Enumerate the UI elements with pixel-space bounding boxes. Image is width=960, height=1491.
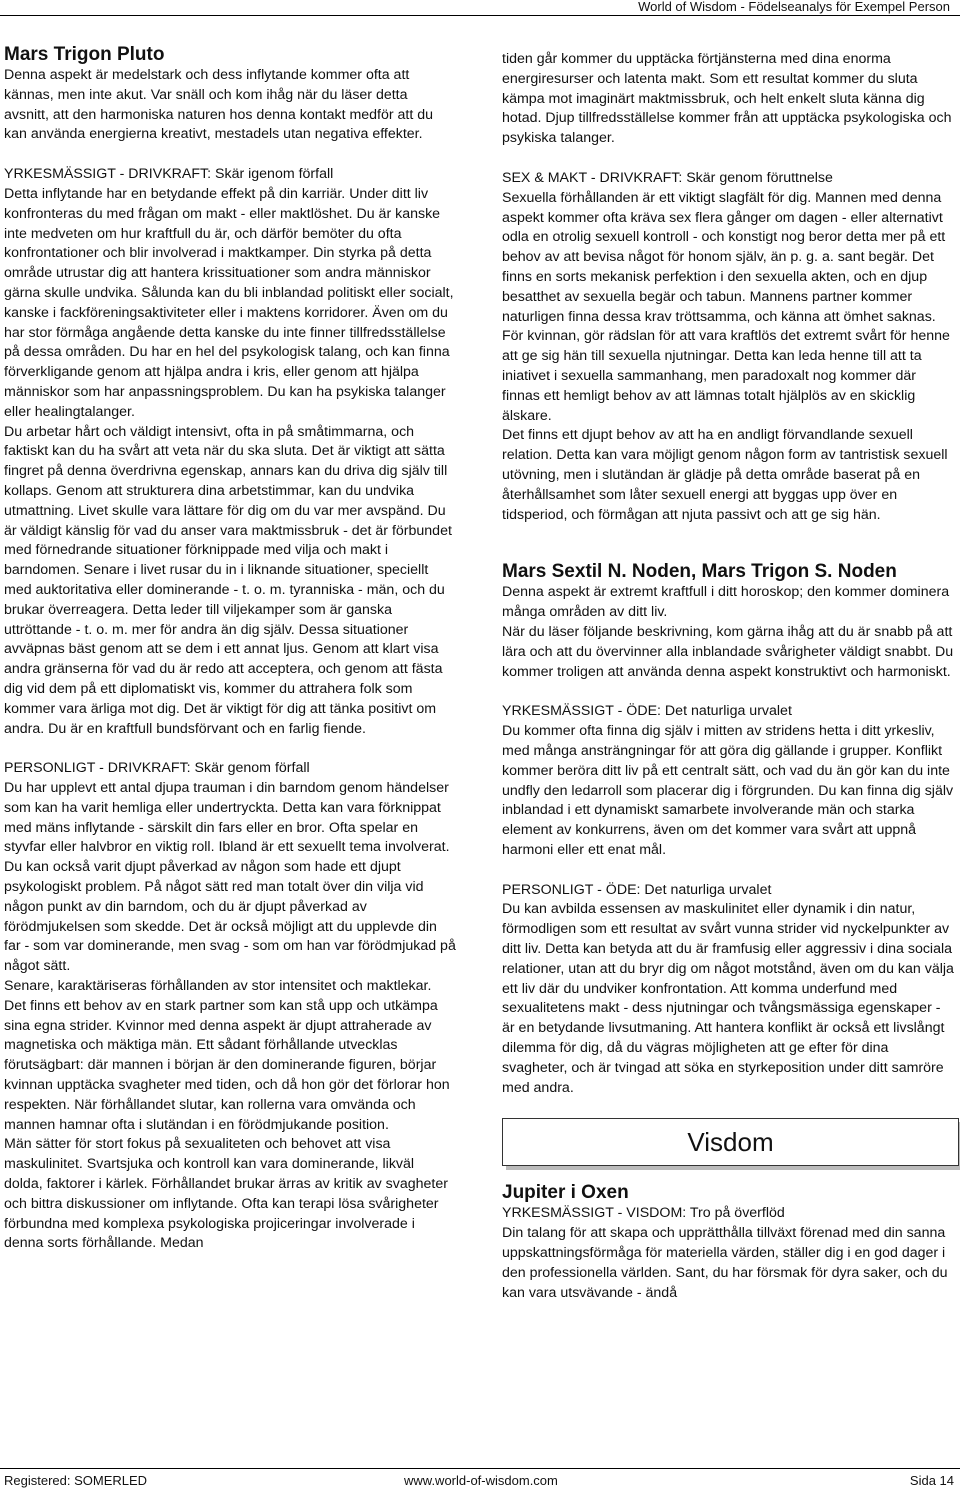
subheading-sextil-personal: PERSONLIGT - ÖDE: Det naturliga urvalet xyxy=(502,881,772,898)
paragraph-continued: tiden går kommer du upptäcka förtjänsterna med dina enorma energiresurser och latenta makt. Som ett resultat kommer du sluta kämpa mot imaginärt maktmissbruk, och helt enkelt sluta känna dig hotad. Djup tillfredsställelse kommer från att upptäcka psykologiska och psykiska talanger. xyxy=(502,51,952,147)
subheading-jupiter: YRKESMÄSSIGT - VISDOM: Tro på överflöd xyxy=(502,1205,785,1222)
paragraph-personal-1: Du har upplevt ett antal djupa trauman i din barndom genom händelser som kan ha varit hemliga eller undertryckta. Detta kan vara förknippat med mäns inflytande - särskilt din fars eller en bror. Ofta spelar en styvfar eller halvbror en viktig roll. Ibland är ett sexuellt tema involverat. Du kan också varit djupt påverkad av någon som hade ett djupt psykologiskt problem. På något sätt red man totalt över din vilja vid någon punkt av din barndom, och du är djupt påverkad av förödmjukelsen som skedde. Det är också möjligt att du upplevde din far - som var dominerande, men svag - som om han var förödmjukad på något sätt. xyxy=(4,780,456,975)
paragraph-career-2: Du arbetar hårt och väldigt intensivt, ofta in på småtimmarna, och faktiskt kan du ha svårt att veta när du ska sluta. Det är viktigt att sätta fingret på denna överdrivna egenskap, annars kan du driva dig själv till kollaps. Genom att strukturera dina arbetstimmar, kan du undvika utmattning. Livet skulle vara lättare för dig om du var mer avspänd. Du är väldigt känslig för vad du anser vara maktmissbruk - det är förbundet med förnedrande situationer förknippade med vilja och makt i barndomen. Senare i livet rusar du in i liknande situationer, speciellt med auktoritativa eller dominerande - t. o. m. tyranniska - män, och du brukar överreagera. Detta leder till viljekamper som är ganska uttröttande - t. o. m. mer för andra än dig själv. Dessa situationer avväpnas bäst genom att se dem i ett annat ljus. Genom att klart visa andra gränserna för vad du är redo att acceptera, och genom att fästa dig vid dem på ett diplomatiskt vis, kommer du attrahera folk som kommer vara ärliga mot dig. Det är viktigt för dig att tänka positivt om andra. Du är en kraftfull bundsförvant och en farlig fiende. xyxy=(4,423,452,737)
footer-registered: Registered: SOMERLED xyxy=(4,1473,148,1488)
section-heading-mars-sextil: Mars Sextil N. Noden, Mars Trigon S. Noden xyxy=(502,561,897,583)
section-heading-jupiter: Jupiter i Oxen xyxy=(502,1182,629,1204)
paragraph-career-1: Detta inflytande har en betydande effekt på din karriär. Under ditt liv konfronteras du med frågan om makt - eller maktlöshet. Du är kanske inte medveten om hur kraftfull du är, och därför bemöter du ofta konfrontationer och blir involverad i maktkamper. Din styrka på detta område utrustar dig att hantera krissituationer som andra människor gärna skulle undvika. Sålunda kan du bli inblandad politiskt eller socialt, kanske i fackföreningsaktiviteter eller i maktens korridorer. Även om du har stor förmåga angående detta kanske du inte finner tillfredsställelse på dessa områden. Du har en hel del psykologisk talang, och kan finna förverkligande genom att hjälpa andra i kris, eller genom att hjälpa människor som har anpassningsproblem. Du kan ha psykiska talanger eller healingtalanger. xyxy=(4,185,454,420)
paragraph-sextil-career: Du kommer ofta finna dig själv i mitten av stridens hetta i ditt yrkesliv, med många ansträngningar för att göra dig gällande i grupper. Konflikt kommer beröra ditt liv på ett centralt sätt, och vad du än gör kan du inte undfly den ledarroll som placerar dig i förgrunden. Du kan finna dig själv inblandad i ett dynamiskt samarbete involverande män och starka element av konkurrens, även om det kommer vara svårt att uppnå harmoni eller ett enat mål. xyxy=(502,723,954,858)
section-heading-mars-trigon-pluto: Mars Trigon Pluto xyxy=(4,44,165,65)
footer-page-number: Sida 14 xyxy=(909,1473,954,1488)
subheading-career: YRKESMÄSSIGT - DRIVKRAFT: Skär igenom förfall xyxy=(4,166,334,183)
paragraph-sex-1: Sexuella förhållanden är ett viktigt slagfält för dig. Mannen med denna aspekt kommer ofta kräva sex flera gånger om dagen - eller alternativt odla en otrolig sexuell kontroll - och konstigt nog beror detta mer på ett behov av att bevisa något för honom själv, än p. g. a. sant begär. Det finns en sorts mekanisk perfektion i den sexuella akten, och en djup besatthet av sexuella begär och tabun. Mannens partner kommer naturligen finna dessa krav tröttsamma, och känna att ömhet saknas. xyxy=(502,189,946,325)
paragraph-sextil-intro-1: Denna aspekt är extremt kraftfull i ditt horoskop; den kommer dominera många områden av ditt liv. xyxy=(502,584,950,621)
paragraph-sextil-intro-2: När du läser följande beskrivning, kom gärna ihåg att du är snabb på att lära och att du övervinner alla inblandade svårigheter väldigt snabbt. Du kommer troligen att använda denna aspekt konstruktivt och harmoniskt. xyxy=(502,623,954,680)
subheading-sex-makt: SEX & MAKT - DRIVKRAFT: Skär genom föruttnelse xyxy=(502,169,833,186)
paragraph-intro: Denna aspekt är medelstark och dess inflytande kommer ofta att kännas, men inte akut. Var snäll och kom ihåg när du läser detta avsnitt, att den harmoniska naturen hos denna kontakt medför att du kan använda energierna kreativt, mestadels utan negativa effekter. xyxy=(4,67,434,143)
subheading-sextil-career: YRKESMÄSSIGT - ÖDE: Det naturliga urvalet xyxy=(502,703,792,720)
page-header xyxy=(0,0,960,16)
paragraph-sextil-personal: Du kan avbilda essensen av maskulinitet eller dynamik i din natur, förmodligen som ett resultat av svårt vunna strider vid nyckelpunkter av ditt liv. Detta kan betyda att du är framfusig eller aggressiv i dina sociala relationer, utan att du bryr dig om något motstånd, även om du kan välja ett liv där du undviker konfrontation. Att komma underfund med sexualitetens makt - dess njutningar och tvångsmässiga egenskaper - är en betydande livsutmaning. Att hantera konflikt är också ett livslångt dilemma för dig, då du vägras möjligheten att ge efter för dina svagheter, och är tvingad att söka en styrkeposition under ditt samröre med andra. xyxy=(502,901,954,1096)
paragraph-sex-2: För kvinnan, gör rädslan för att vara kraftlös det extremt svårt för henne att ge sig hän till sexuella njutningar. Detta kan leda henne till att ta iniativet i sexuella sammanhang, men paradoxalt nog kommer där finnas ett hemligt behov av att lämnas totalt hjälplös av en skicklig älskare. xyxy=(502,328,950,424)
header-rule xyxy=(0,15,960,16)
page-footer xyxy=(0,1468,960,1491)
footer-url[interactable]: www.world-of-wisdom.com xyxy=(404,1473,558,1488)
header-title: World of Wisdom - Födelseanalys för Exempel Person xyxy=(638,0,950,14)
subheading-personal: PERSONLIGT - DRIVKRAFT: Skär genom förfall xyxy=(4,760,310,777)
paragraph-sex-3: Det finns ett djupt behov av att ha en andligt förvandlande sexuell relation. Detta kan vara möjligt genom någon form av tantristisk sexuell utövning, men i slutändan är glädje på detta område baserat på en återhållsamhet som låter sexuell energi att byggas upp över en tidsperiod, och förmågan att njuta passivt och att ge sig hän. xyxy=(502,427,948,523)
paragraph-personal-2: Senare, karaktäriseras förhållanden av stor intensitet och maktlekar. Det finns ett behov av en stark partner som kan stå upp och utkämpa sina egna strider. Kvinnor med denna aspekt är djupt attraherade av magnetiska och mäktiga män. Ett sådant förhållande utvecklas förutsägbart: där mannen i början är den dominerande figuren, börjar kvinnan upptäcka svagheter med tiden, och då hon gör det förlorar hon respekten. När förhållandet slutar, kan rollerna vara omvända och mannen hamnar ofta i slutändan i en förödmjukande position. xyxy=(4,978,450,1133)
footer-rule xyxy=(0,1468,960,1469)
paragraph-personal-3: Män sätter för stort fokus på sexualiteten och behovet att visa maskulinitet. Svartsjuka och kontroll kan vara dominerande, likväl dolda, faktorer i kärlek. Förhållandet brukar ärras av kritik av svagheter och bittra diskussioner om inflytande. Ofta kan terapi lösa svårigheter förbundna med komplexa psykologiska projiceringar involverade i denna sorts förhållande. Medan xyxy=(4,1136,448,1252)
paragraph-jupiter: Din talang för att skapa och upprätthålla tillväxt förenad med din sanna uppskattningsförmåga för materiella värden, ställer dig i en god dager i den professionella världen. Sant, du har försmak för dyra saker, och du kan vara utsvävande - ändå xyxy=(502,1225,948,1301)
right-column xyxy=(502,50,954,1303)
left-column xyxy=(4,44,456,1254)
section-banner-visdom: Visdom xyxy=(502,1118,959,1166)
